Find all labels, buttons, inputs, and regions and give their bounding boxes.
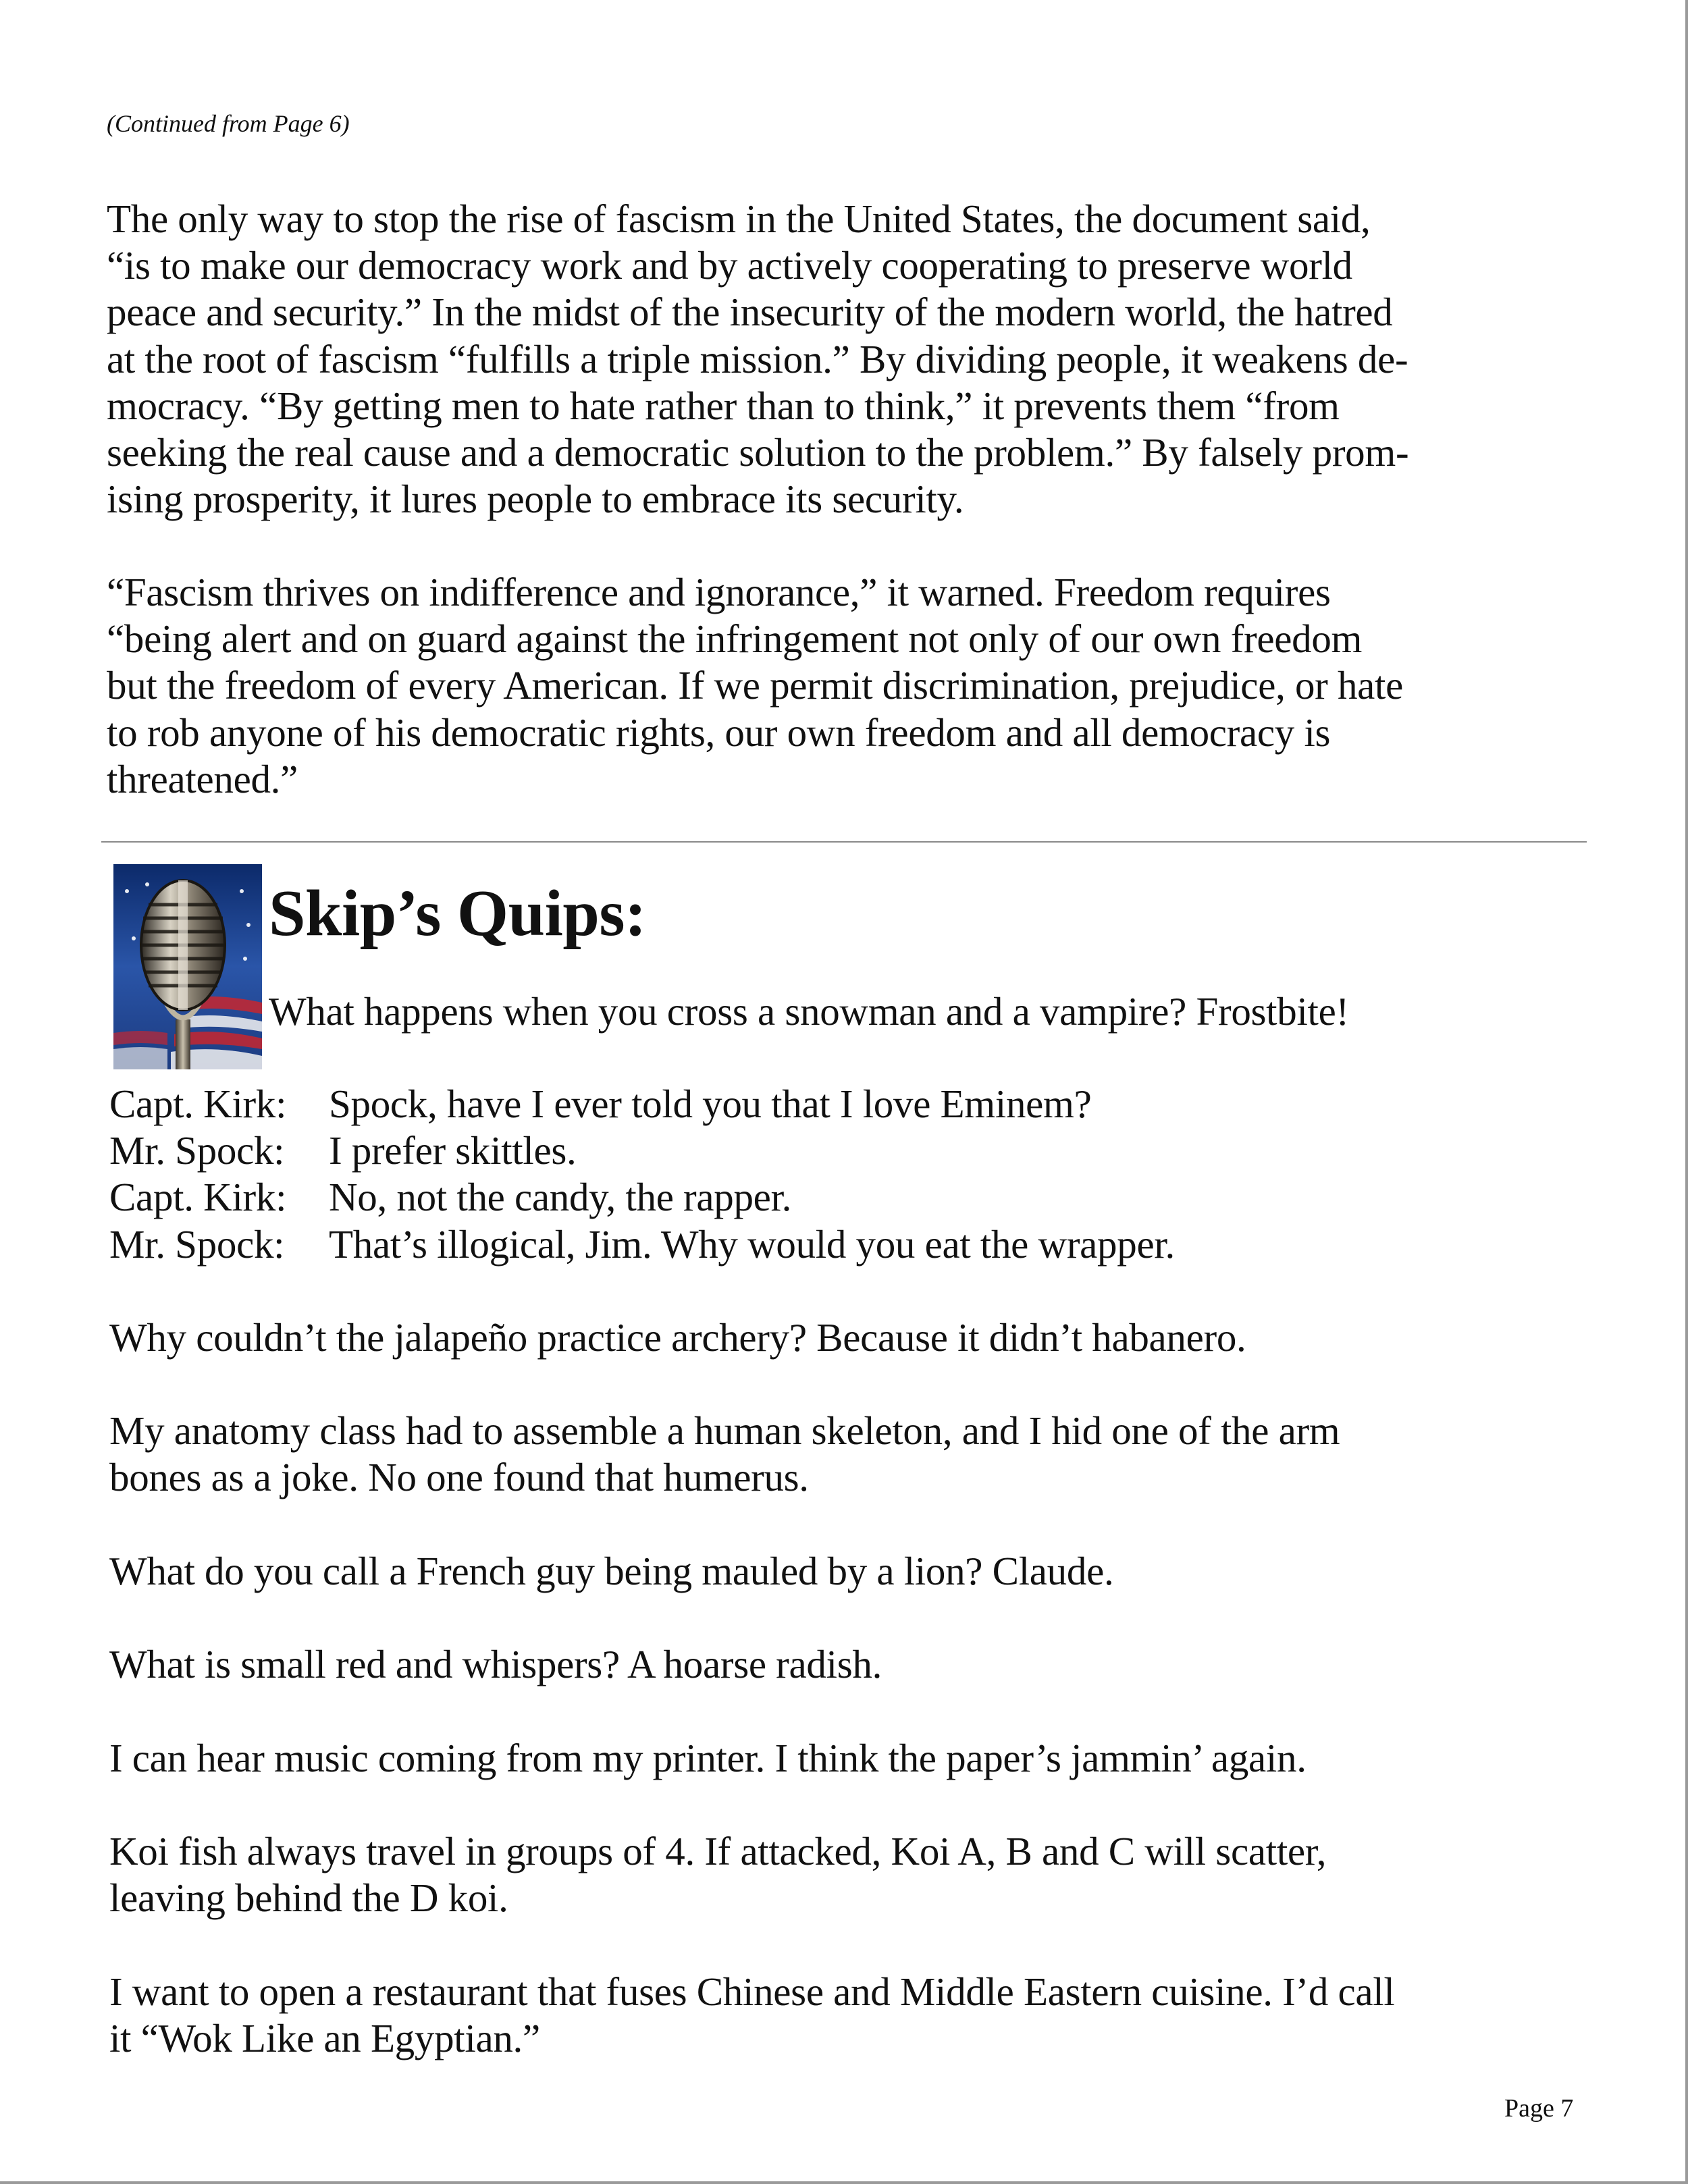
- joke-wok: [109, 1969, 1394, 2062]
- text-line: to rob anyone of his democratic rights, our own freedom and all democracy is: [107, 710, 1331, 755]
- text-line: Koi fish always travel in groups of 4. If attacked, Koi A, B and C will scatter,: [109, 1829, 1327, 1873]
- text-line: peace and security.” In the midst of the insecurity of the modern world, the hatred: [107, 290, 1393, 335]
- dialogue-line: No, not the candy, the rapper.: [329, 1175, 792, 1220]
- dialogue-row: [109, 1127, 1175, 1174]
- text-line: I want to open a restaurant that fuses Chinese and Middle Eastern cuisine. I’d call: [109, 1969, 1395, 2014]
- joke-claude: [109, 1548, 1113, 1595]
- dialogue-speaker: Mr. Spock:: [109, 1221, 285, 1267]
- dialogue-line: That’s illogical, Jim. Why would you eat the wrapper.: [329, 1221, 1175, 1267]
- kirk-spock-dialogue: [109, 1081, 1175, 1268]
- dialogue-row: [109, 1081, 1175, 1127]
- dialogue-speaker: Capt. Kirk:: [109, 1175, 287, 1220]
- text-line: but the freedom of every American. If we permit discrimination, prejudice, or hate: [107, 663, 1404, 708]
- text-line: mocracy. “By getting men to hate rather than to think,” it prevents them “from: [107, 383, 1340, 428]
- dialogue-line: I prefer skittles.: [329, 1128, 577, 1173]
- text-line: seeking the real cause and a democratic solution to the problem.” By falsely prom-: [107, 430, 1409, 475]
- continued-note: (Continued from Page 6): [107, 110, 350, 137]
- text-line: I can hear music coming from my printer. I think the paper’s jammin’ again.: [109, 1736, 1307, 1780]
- page-edge-bottom: [0, 2181, 1688, 2184]
- joke-humerus: [109, 1408, 1340, 1501]
- text-line: bones as a joke. No one found that humerus.: [109, 1455, 809, 1500]
- text-line: My anatomy class had to assemble a human skeleton, and I hid one of the arm: [109, 1408, 1340, 1453]
- page-edge-right: [1685, 0, 1688, 2184]
- text-line: “is to make our democracy work and by actively cooperating to preserve world: [107, 243, 1352, 288]
- text-line: Why couldn’t the jalapeño practice archery? Because it didn’t habanero.: [109, 1315, 1246, 1360]
- text-line: “Fascism thrives on indifference and ignorance,” it warned. Freedom requires: [107, 570, 1331, 614]
- dialogue-speaker: Capt. Kirk:: [109, 1082, 287, 1126]
- text-line: it “Wok Like an Egyptian.”: [109, 2016, 540, 2061]
- text-line: ising prosperity, it lures people to embrace its security.: [107, 477, 964, 522]
- article-paragraph-2: [107, 569, 1403, 803]
- joke-jalapeno: [109, 1314, 1246, 1361]
- text-line: The only way to stop the rise of fascism in the United States, the document said,: [107, 196, 1371, 241]
- microphone-flag-icon: [113, 864, 262, 1069]
- text-line: at the root of fascism “fulfills a triple mission.” By dividing people, it weakens de-: [107, 336, 1408, 381]
- dialogue-line: Spock, have I ever told you that I love Eminem?: [329, 1082, 1092, 1126]
- article-paragraph-1: [107, 196, 1408, 523]
- quips-title: Skip’s Quips:: [269, 877, 647, 950]
- text-line: What do you call a French guy being mauled by a lion? Claude.: [109, 1549, 1114, 1593]
- joke-radish: [109, 1641, 882, 1688]
- text-line: What is small red and whispers? A hoarse radish.: [109, 1642, 882, 1686]
- dialogue-speaker: Mr. Spock:: [109, 1128, 285, 1173]
- joke-koi: [109, 1828, 1326, 1921]
- joke-printer: [109, 1735, 1307, 1782]
- joke-snowman: What happens when you cross a snowman and a vampire? Frostbite!: [269, 989, 1349, 1034]
- text-line: “being alert and on guard against the infringement not only of our own freedom: [107, 616, 1363, 662]
- text-line: leaving behind the D koi.: [109, 1875, 508, 1921]
- section-divider: [101, 841, 1587, 843]
- dialogue-row: [109, 1221, 1175, 1268]
- text-line: threatened.”: [107, 756, 298, 801]
- dialogue-row: [109, 1174, 1175, 1221]
- page-number: Page 7: [1504, 2094, 1574, 2123]
